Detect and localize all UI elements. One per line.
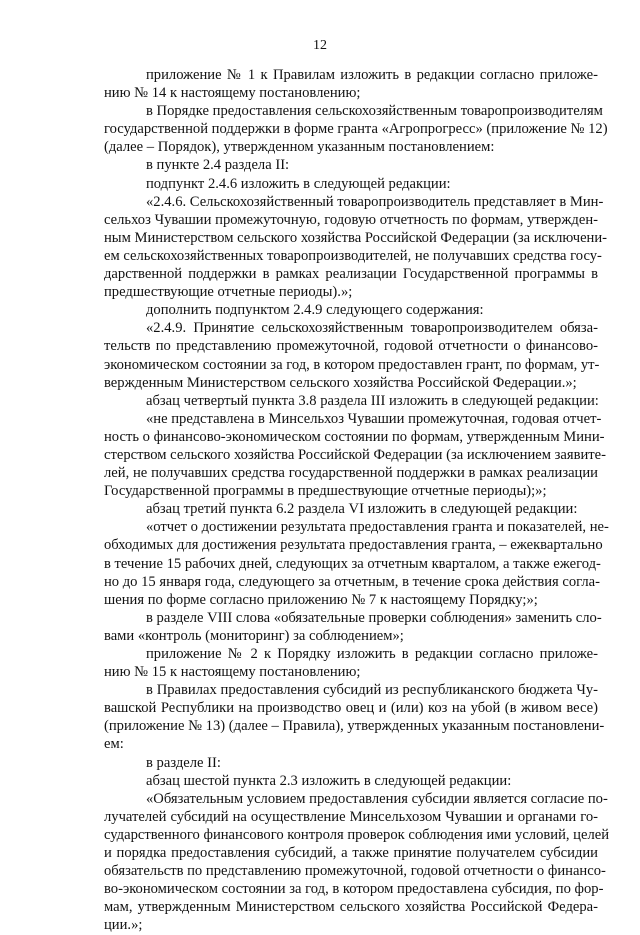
- text-line: лучателей субсидий на осуществление Минсельхозом Чувашии и органами го-: [104, 808, 598, 825]
- text-line: ции.»;: [104, 917, 143, 934]
- text-line: абзац четвертый пункта 3.8 раздела III изложить в следующей редакции:: [146, 392, 599, 409]
- text-line: вами «контроль (мониторинг) за соблюдением»;: [104, 627, 404, 644]
- text-line: в пункте 2.4 раздела II:: [146, 157, 290, 174]
- text-line: «отчет о достижении результата предоставления гранта и показателей, не-: [146, 519, 609, 536]
- text-line: обходимых для достижения результата предоставления гранта, – ежеквартально: [104, 537, 603, 554]
- text-line: в Порядке предоставления сельскохозяйственным товаропроизводителям: [146, 103, 603, 120]
- text-line: сударственного финансового контроля проверок соблюдения ими условий, целей: [104, 826, 610, 843]
- text-line: ем:: [104, 736, 124, 753]
- text-line: (приложение № 13) (далее – Правила), утвержденных указанным постановлени-: [104, 718, 605, 735]
- text-line: ность о финансово-экономическом состоянии по формам, утвержденным Мини-: [104, 428, 605, 445]
- text-line: тельств по представлению промежуточной, годовой отчетности о финансово-: [104, 338, 598, 355]
- text-line: в Правилах предоставления субсидий из республиканского бюджета Чу-: [146, 682, 598, 699]
- text-line: в течение 15 рабочих дней, следующих за отчетным кварталом, а также ежегод-: [104, 555, 601, 572]
- text-line: шения по форме согласно приложению № 7 к настоящему Порядку;»;: [104, 591, 538, 608]
- text-line: нию № 15 к настоящему постановлению;: [104, 664, 361, 681]
- text-line: приложение № 1 к Правилам изложить в редакции согласно приложе-: [146, 67, 598, 83]
- text-line: обязательств по представлению промежуточной, годовой отчетности о финансо-: [104, 863, 606, 880]
- text-line: дарственной поддержки в рамках реализации Государственной программы в: [104, 266, 598, 283]
- text-line: но до 15 января года, следующего за отчетным, в течение срока действия согла-: [104, 573, 601, 590]
- text-line: в разделе II:: [146, 754, 221, 771]
- text-line: лей, не получавших средства государственной поддержки в рамках реализации: [104, 465, 598, 482]
- text-line: «2.4.6. Сельскохозяйственный товаропроизводитель представляет в Мин-: [146, 193, 604, 210]
- text-line: «2.4.9. Принятие сельскохозяйственным товаропроизводителем обяза-: [146, 320, 598, 337]
- text-line: мам, утвержденным Министерством сельского хозяйства Российской Федера-: [104, 899, 598, 916]
- text-line: «не представлена в Минсельхоз Чувашии промежуточная, годовая отчет-: [146, 410, 602, 427]
- text-line: дополнить подпунктом 2.4.9 следующего содержания:: [146, 302, 484, 319]
- text-line: (далее – Порядок), утвержденном указанным постановлением:: [104, 139, 495, 156]
- text-line: подпункт 2.4.6 изложить в следующей редакции:: [146, 175, 451, 192]
- text-line: государственной поддержки в форме гранта «Агропрогресс» (приложение № 12): [104, 121, 608, 138]
- text-line: ем сельскохозяйственных товаропроизводителей, не получавших средства госу-: [104, 247, 602, 264]
- text-line: вержденным Министерством сельского хозяйства Российской Федерации.»;: [104, 374, 577, 391]
- text-line: стерством сельского хозяйства Российской Федерации (за исключением заявите-: [104, 446, 607, 463]
- text-line: абзац шестой пункта 2.3 изложить в следующей редакции:: [146, 772, 512, 789]
- text-line: нию № 14 к настоящему постановлению;: [104, 85, 361, 102]
- text-line: экономическом состоянии за год, в котором предоставлен грант, по формам, ут-: [104, 356, 600, 373]
- text-line: абзац третий пункта 6.2 раздела VI изложить в следующей редакции:: [146, 501, 578, 518]
- text-line: приложение № 2 к Порядку изложить в редакции согласно приложе-: [146, 646, 598, 662]
- text-line: сельхоз Чувашии промежуточную, годовую отчетность по формам, утвержден-: [104, 211, 598, 228]
- text-line: «Обязательным условием предоставления субсидии является согласие по-: [146, 790, 608, 807]
- text-line: и порядка предоставления субсидий, а также принятие получателем субсидии: [104, 845, 598, 862]
- text-line: ным Министерством сельского хозяйства Российской Федерации (за исключени-: [104, 229, 608, 246]
- text-line: во-экономическом состоянии за год, в котором предоставлена субсидия, по фор-: [104, 881, 604, 898]
- body-text: [104, 66, 610, 935]
- text-line: предшествующие отчетные периоды).»;: [104, 284, 353, 301]
- text-line: вашской Республики на производство овец и (или) коз на убой (в живом весе): [104, 700, 598, 717]
- page-number: 12: [313, 38, 327, 53]
- text-line: Государственной программы в предшествующие отчетные периоды);»;: [104, 483, 547, 500]
- text-line: в разделе VIII слова «обязательные проверки соблюдения» заменить сло-: [146, 609, 602, 626]
